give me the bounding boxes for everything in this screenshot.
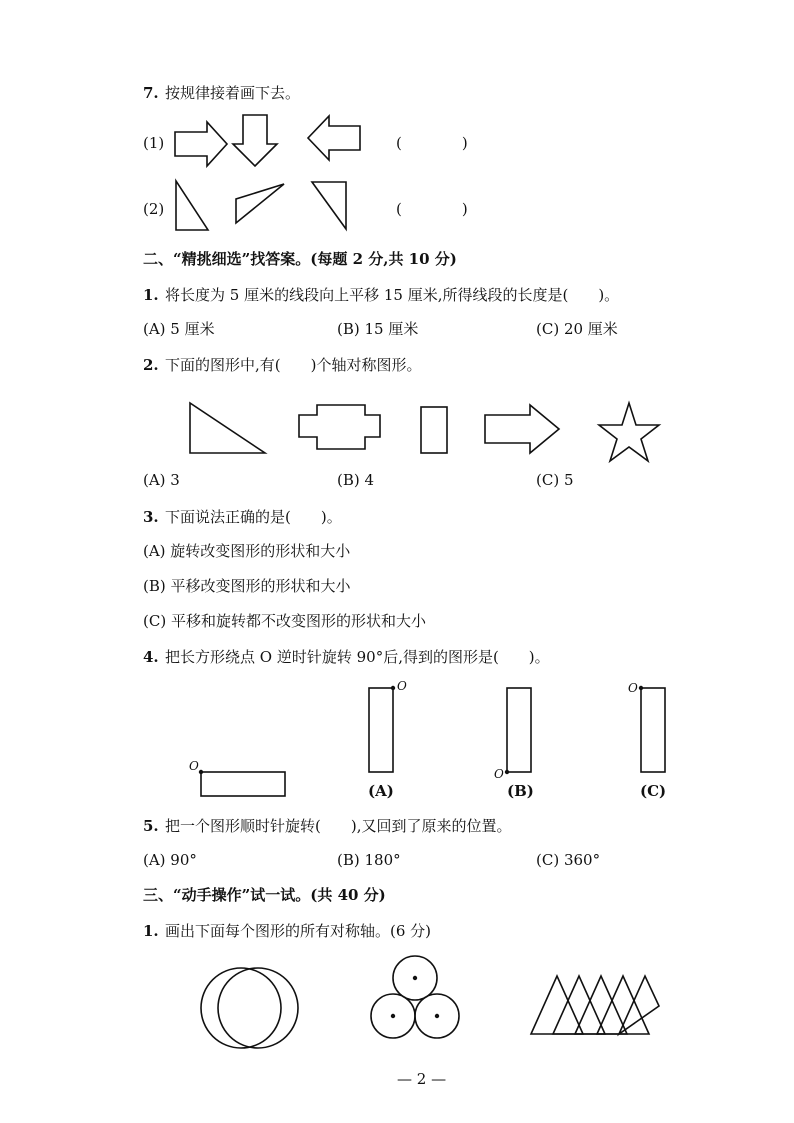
overlapping-circle-left bbox=[201, 968, 281, 1048]
question-number: 2. bbox=[143, 356, 159, 374]
question-text: 按规律接着画下去。 bbox=[165, 84, 301, 102]
shapes-figure bbox=[180, 395, 680, 465]
point-o-label: O bbox=[397, 679, 407, 693]
right-arrow-shape bbox=[175, 122, 227, 166]
option-b[interactable]: (B) 4 bbox=[337, 471, 375, 489]
symmetry-figures bbox=[195, 948, 665, 1048]
row-label: (1) bbox=[143, 134, 165, 152]
star-shape bbox=[599, 403, 659, 461]
question-text: 下面说法正确的是( )。 bbox=[165, 508, 342, 526]
triangle-shape bbox=[176, 181, 208, 230]
section-heading: 二、“精挑细选”找答案。(每题 2 分,共 10 分) bbox=[143, 250, 457, 268]
center-dot bbox=[413, 976, 417, 980]
option-c-rectangle bbox=[641, 688, 665, 772]
question-number: 3. bbox=[143, 508, 159, 526]
point-o-label: O bbox=[189, 759, 199, 773]
point-o bbox=[505, 770, 509, 774]
figure-label-b[interactable]: (B) bbox=[507, 782, 534, 800]
triangle-shape bbox=[236, 184, 284, 223]
row-label: (2) bbox=[143, 200, 165, 218]
rectangle-shape bbox=[421, 407, 447, 453]
answer-blank[interactable]: ( ) bbox=[396, 134, 468, 152]
question-number: 1. bbox=[143, 286, 159, 304]
down-arrow-shape bbox=[233, 115, 277, 166]
triangle-shape bbox=[312, 182, 346, 229]
point-o bbox=[391, 686, 395, 690]
option-c[interactable]: (C) 5 bbox=[536, 471, 574, 489]
option-b[interactable]: (B) 180° bbox=[337, 851, 401, 869]
point-o-label: O bbox=[628, 681, 638, 695]
question-number: 5. bbox=[143, 817, 159, 835]
question-number: 7. bbox=[143, 84, 159, 102]
option-c[interactable]: (C) 20 厘米 bbox=[536, 320, 618, 338]
question-text: 下面的图形中,有( )个轴对称图形。 bbox=[165, 356, 422, 374]
option-a[interactable]: (A) 5 厘米 bbox=[143, 320, 215, 338]
option-a[interactable]: (A) 旋转改变图形的形状和大小 bbox=[143, 542, 351, 560]
original-rectangle bbox=[201, 772, 285, 796]
right-arrow-shape bbox=[485, 405, 559, 453]
option-a[interactable]: (A) 90° bbox=[143, 851, 197, 869]
arrow-sequence-figure bbox=[170, 115, 370, 175]
center-dot bbox=[391, 1014, 395, 1018]
triangle-shape bbox=[619, 976, 659, 1034]
option-b-rectangle bbox=[507, 688, 531, 772]
answer-blank[interactable]: ( ) bbox=[396, 200, 468, 218]
rotation-figure bbox=[185, 680, 685, 780]
option-b[interactable]: (B) 15 厘米 bbox=[337, 320, 419, 338]
option-a-rectangle bbox=[369, 688, 393, 772]
option-c[interactable]: (C) 360° bbox=[536, 851, 601, 869]
center-dot bbox=[435, 1014, 439, 1018]
question-text: 画出下面每个图形的所有对称轴。(6 分) bbox=[165, 922, 432, 940]
section-heading: 三、“动手操作”试一试。(共 40 分) bbox=[143, 886, 386, 904]
option-a[interactable]: (A) 3 bbox=[143, 471, 180, 489]
page-number: — 2 — bbox=[397, 1070, 447, 1088]
figure-label-c[interactable]: (C) bbox=[640, 782, 667, 800]
point-o bbox=[199, 770, 203, 774]
right-triangle-shape bbox=[190, 403, 265, 453]
left-arrow-shape bbox=[308, 116, 360, 160]
question-text: 把一个图形顺时针旋转( ),又回到了原来的位置。 bbox=[165, 817, 512, 835]
option-c[interactable]: (C) 平移和旋转都不改变图形的形状和大小 bbox=[143, 612, 426, 630]
cross-shape bbox=[299, 405, 380, 449]
question-text: 把长方形绕点 O 逆时针旋转 90°后,得到的图形是( )。 bbox=[165, 648, 550, 666]
point-o bbox=[639, 686, 643, 690]
question-number: 1. bbox=[143, 922, 159, 940]
question-number: 4. bbox=[143, 648, 159, 666]
overlapping-circle-right bbox=[218, 968, 298, 1048]
point-o-label: O bbox=[494, 767, 504, 781]
triangle-sequence-figure bbox=[170, 178, 370, 238]
figure-label-a[interactable]: (A) bbox=[368, 782, 394, 800]
question-text: 将长度为 5 厘米的线段向上平移 15 厘米,所得线段的长度是( )。 bbox=[165, 286, 620, 304]
option-b[interactable]: (B) 平移改变图形的形状和大小 bbox=[143, 577, 351, 595]
